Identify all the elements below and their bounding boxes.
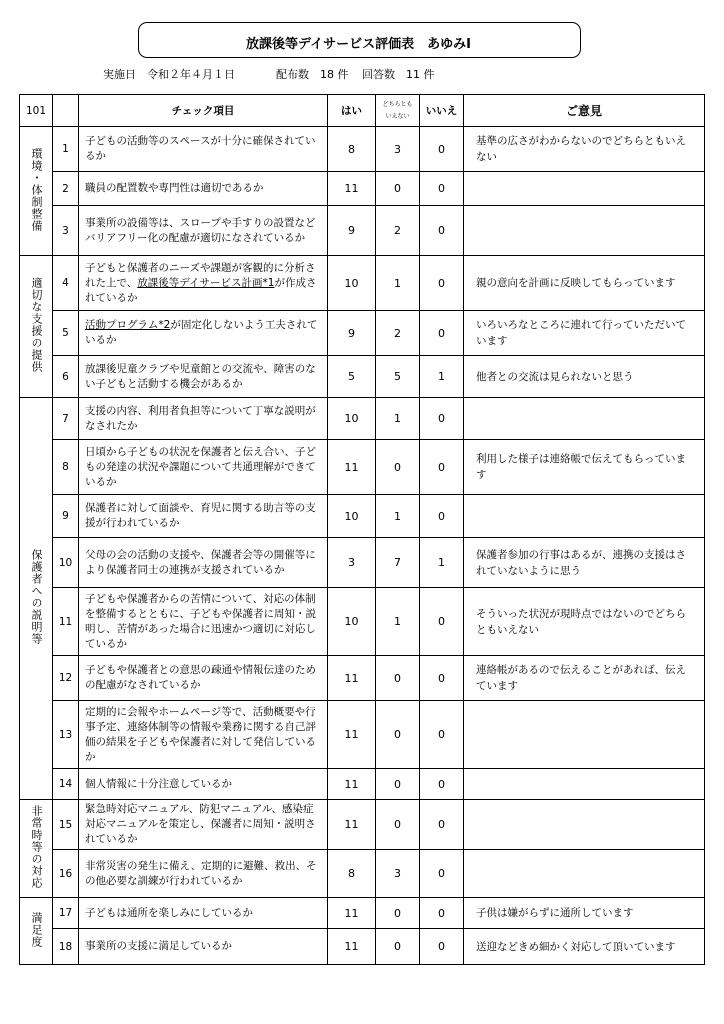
row-number: 14 (53, 769, 79, 800)
no-count: 0 (420, 398, 464, 440)
yes-count: 10 (328, 588, 376, 656)
neither-count: 3 (376, 127, 420, 172)
table-row (20, 311, 705, 356)
header-yes: はい (328, 95, 376, 127)
header-check-item: チェック項目 (79, 95, 328, 127)
neither-count: 1 (376, 256, 420, 311)
opinion-text: いろいろなところに連れて行っていただいています (464, 311, 705, 356)
header-code: 101 (20, 95, 53, 127)
opinion-text (464, 206, 705, 256)
check-item: 日頃から子どもの状況を保護者と伝え合い、子どもの発達の状況や課題について共通理解ができているか (79, 440, 328, 495)
header-blank (53, 95, 79, 127)
opinion-text: 親の意向を計画に反映してもらっています (464, 256, 705, 311)
yes-count: 11 (328, 701, 376, 769)
yes-count: 11 (328, 898, 376, 929)
header-neither-line1: どちらとも (382, 100, 413, 108)
table-row (20, 538, 705, 588)
neither-count: 0 (376, 701, 420, 769)
row-number: 2 (53, 172, 79, 206)
category-environment: 環境・体制整備 (20, 127, 53, 256)
table-row (20, 398, 705, 440)
row-number: 16 (53, 850, 79, 898)
opinion-text (464, 495, 705, 538)
row-number: 5 (53, 311, 79, 356)
no-count: 0 (420, 206, 464, 256)
no-count: 1 (420, 538, 464, 588)
opinion-text: 送迎などきめ細かく対応して頂いています (464, 929, 705, 965)
row-number: 15 (53, 800, 79, 850)
no-count: 0 (420, 701, 464, 769)
check-item: 非常災害の発生に備え、定期的に避難、救出、その他必要な訓練が行われているか (79, 850, 328, 898)
page-title: 放課後等デイサービス評価表 あゆみⅠ (246, 37, 471, 52)
opinion-text (464, 172, 705, 206)
yes-count: 11 (328, 769, 376, 800)
neither-count: 7 (376, 538, 420, 588)
row-number: 11 (53, 588, 79, 656)
table-row (20, 172, 705, 206)
neither-count: 5 (376, 356, 420, 398)
category-emergency: 非常時等の対応 (20, 800, 53, 898)
check-item: 支援の内容、利用者負担等について丁寧な説明がなされたか (79, 398, 328, 440)
no-count: 0 (420, 127, 464, 172)
row-number: 7 (53, 398, 79, 440)
check-item: 活動プログラム*2が固定化しないよう工夫されているか (79, 311, 328, 356)
check-item: 定期的に会報やホームページ等で、活動概要や行事予定、連絡体制等の情報や業務に関する自己評価の結果を子どもや保護者に対して発信しているか (79, 701, 328, 769)
no-count: 1 (420, 356, 464, 398)
header-neither-line2: いえない (385, 112, 410, 120)
check-item: 子どもの活動等のスペースが十分に確保されているか (79, 127, 328, 172)
neither-count: 2 (376, 311, 420, 356)
check-item: 事業所の支援に満足しているか (79, 929, 328, 965)
no-count: 0 (420, 495, 464, 538)
table-row (20, 850, 705, 898)
table-row (20, 127, 705, 172)
table-row (20, 588, 705, 656)
yes-count: 10 (328, 398, 376, 440)
plan-link-text: 放課後等デイサービス計画*1 (137, 276, 275, 289)
opinion-text (464, 398, 705, 440)
no-count: 0 (420, 898, 464, 929)
yes-count: 5 (328, 356, 376, 398)
opinion-text (464, 850, 705, 898)
header-opinion: ご意見 (464, 95, 705, 127)
check-item: 保護者に対して面談や、育児に関する助言等の支援が行われているか (79, 495, 328, 538)
category-guardian-explanation: 保護者への説明等 (20, 398, 53, 800)
yes-count: 9 (328, 206, 376, 256)
no-count: 0 (420, 256, 464, 311)
row-number: 17 (53, 898, 79, 929)
program-link-text: 活動プログラム*2 (85, 319, 171, 331)
neither-count: 1 (376, 588, 420, 656)
yes-count: 8 (328, 850, 376, 898)
table-row (20, 656, 705, 701)
no-count: 0 (420, 850, 464, 898)
neither-count: 1 (376, 398, 420, 440)
no-count: 0 (420, 929, 464, 965)
opinion-text: 利用した様子は連絡帳で伝えてもらっています (464, 440, 705, 495)
yes-count: 11 (328, 656, 376, 701)
check-item: 緊急時対応マニュアル、防犯マニュアル、感染症対応マニュアルを策定し、保護者に周知・説明されているか (79, 800, 328, 850)
check-item: 子どもや保護者との意思の疎通や情報伝達のための配慮がなされているか (79, 656, 328, 701)
opinion-text (464, 769, 705, 800)
check-item: 子どもは通所を楽しみにしているか (79, 898, 328, 929)
no-count: 0 (420, 311, 464, 356)
table-row (20, 898, 705, 929)
table-row (20, 495, 705, 538)
yes-count: 11 (328, 800, 376, 850)
check-item: 放課後児童クラブや児童館との交流や、障害のない子どもと活動する機会があるか (79, 356, 328, 398)
row-number: 4 (53, 256, 79, 311)
check-item: 子どもや保護者からの苦情について、対応の体制を整備するとともに、子どもや保護者に周知・説明し、苦情があった場合に迅速かつ適切に対応しているか (79, 588, 328, 656)
yes-count: 11 (328, 172, 376, 206)
row-number: 10 (53, 538, 79, 588)
header-neither (376, 95, 420, 127)
yes-count: 11 (328, 440, 376, 495)
opinion-text: 連絡帳があるので伝えることがあれば、伝えています (464, 656, 705, 701)
header-no: いいえ (420, 95, 464, 127)
table-row (20, 206, 705, 256)
opinion-text: 保護者参加の行事はあるが、連携の支援はされていないように思う (464, 538, 705, 588)
neither-count: 1 (376, 495, 420, 538)
row-number: 13 (53, 701, 79, 769)
neither-count: 0 (376, 800, 420, 850)
no-count: 0 (420, 172, 464, 206)
neither-count: 0 (376, 656, 420, 701)
neither-count: 0 (376, 440, 420, 495)
neither-count: 0 (376, 898, 420, 929)
category-support: 適切な支援の提供 (20, 256, 53, 398)
yes-count: 10 (328, 495, 376, 538)
table-row (20, 800, 705, 850)
row-number: 18 (53, 929, 79, 965)
neither-count: 0 (376, 769, 420, 800)
no-count: 0 (420, 769, 464, 800)
opinion-text: 基準の広さがわからないのでどちらともいえない (464, 127, 705, 172)
table-header-row (20, 95, 705, 127)
opinion-text (464, 701, 705, 769)
check-item: 職員の配置数や専門性は適切であるか (79, 172, 328, 206)
table-row (20, 769, 705, 800)
neither-count: 0 (376, 929, 420, 965)
opinion-text: そういった状況が現時点ではないのでどちらともいえない (464, 588, 705, 656)
no-count: 0 (420, 588, 464, 656)
row-number: 6 (53, 356, 79, 398)
response-count: 回答数 11 件 (362, 68, 435, 81)
table-row (20, 701, 705, 769)
check-item: 子どもと保護者のニーズや課題が客観的に分析された上で、放課後等デイサービス計画*1が作成されているか (79, 256, 328, 311)
no-count: 0 (420, 440, 464, 495)
table-row (20, 929, 705, 965)
table-row (20, 356, 705, 398)
table-row (20, 440, 705, 495)
distributed-count: 配布数 18 件 (276, 68, 349, 81)
check-item: 父母の会の活動の支援や、保護者会等の開催等により保護者同士の連携が支援されているか (79, 538, 328, 588)
neither-count: 3 (376, 850, 420, 898)
table-row (20, 256, 705, 311)
survey-date: 実施日 令和２年４月１日 (103, 68, 235, 81)
check-item: 事業所の設備等は、スロープや手すりの設置などバリアフリー化の配慮が適切になされているか (79, 206, 328, 256)
yes-count: 11 (328, 929, 376, 965)
category-satisfaction: 満足度 (20, 898, 53, 965)
yes-count: 8 (328, 127, 376, 172)
yes-count: 9 (328, 311, 376, 356)
row-number: 8 (53, 440, 79, 495)
evaluation-table (19, 94, 705, 965)
yes-count: 10 (328, 256, 376, 311)
check-item: 個人情報に十分注意しているか (79, 769, 328, 800)
opinion-text: 他者との交流は見られないと思う (464, 356, 705, 398)
row-number: 1 (53, 127, 79, 172)
row-number: 3 (53, 206, 79, 256)
neither-count: 2 (376, 206, 420, 256)
opinion-text (464, 800, 705, 850)
no-count: 0 (420, 656, 464, 701)
row-number: 9 (53, 495, 79, 538)
yes-count: 3 (328, 538, 376, 588)
row-number: 12 (53, 656, 79, 701)
no-count: 0 (420, 800, 464, 850)
opinion-text: 子供は嫌がらずに通所しています (464, 898, 705, 929)
neither-count: 0 (376, 172, 420, 206)
